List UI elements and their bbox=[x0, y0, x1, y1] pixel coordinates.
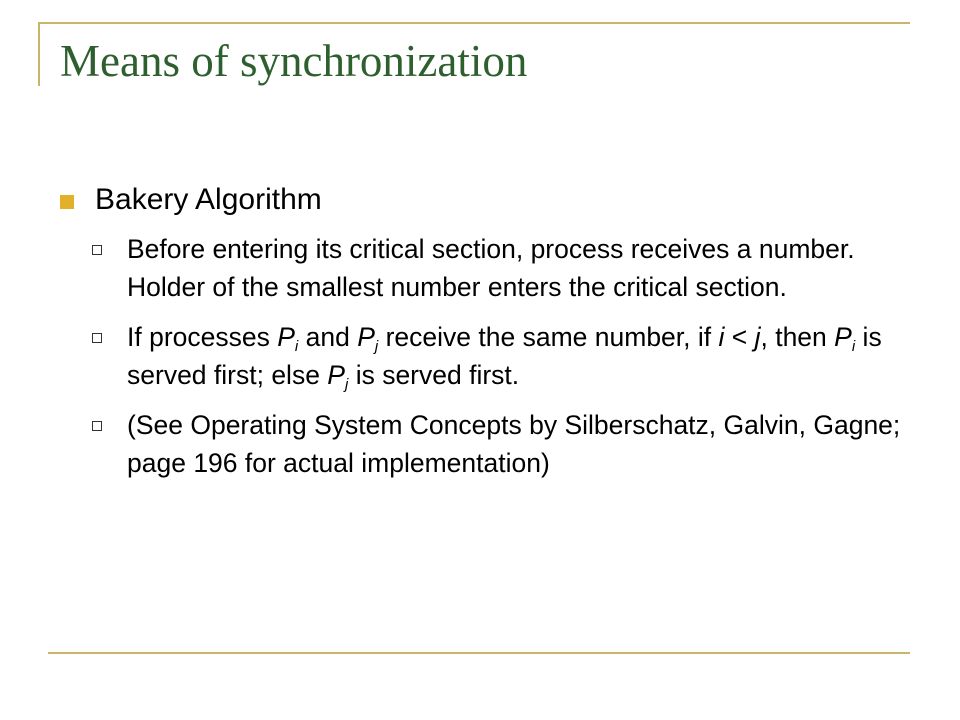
slide-title: Means of synchronization bbox=[60, 36, 528, 86]
subscript-i: i bbox=[851, 338, 856, 355]
square-bullet-icon bbox=[60, 195, 74, 209]
text-segment: receive the same number, if bbox=[378, 322, 719, 352]
left-rule bbox=[38, 22, 40, 86]
hollow-square-bullet-icon bbox=[92, 421, 102, 431]
sub-bullet-item bbox=[92, 318, 910, 394]
subscript-i: i bbox=[294, 338, 299, 355]
sub-bullet-text: Before entering its critical section, process receives a number. Holder of the smallest number enters the critical section. bbox=[127, 234, 855, 302]
sub-bullet-list bbox=[60, 230, 910, 482]
text-segment: < bbox=[724, 322, 755, 352]
sub-bullet-text: (See Operating System Concepts by Silberschatz, Galvin, Gagne; page 196 for actual implementation) bbox=[127, 410, 901, 478]
variable-p: P bbox=[834, 322, 852, 352]
bullet-label: Bakery Algorithm bbox=[95, 183, 322, 216]
text-segment: and bbox=[298, 322, 358, 352]
text-segment: If processes bbox=[127, 322, 278, 352]
text-segment: is served first; else bbox=[127, 322, 882, 390]
slide-content bbox=[60, 174, 910, 494]
variable-p: P bbox=[357, 322, 375, 352]
subscript-j: j bbox=[344, 376, 349, 393]
sub-bullet-item bbox=[92, 230, 910, 306]
sub-bullet-item bbox=[92, 406, 910, 482]
hollow-square-bullet-icon bbox=[92, 245, 102, 255]
hollow-square-bullet-icon bbox=[92, 333, 102, 343]
subscript-j: j bbox=[374, 338, 379, 355]
variable-j: j bbox=[754, 322, 761, 352]
sub-bullet-text bbox=[127, 318, 907, 394]
variable-p: P bbox=[277, 322, 295, 352]
variable-p: P bbox=[327, 360, 345, 390]
top-rule bbox=[38, 22, 910, 24]
variable-i: i bbox=[718, 322, 725, 352]
bullet-bakery-algorithm bbox=[60, 174, 910, 226]
text-segment: is served first. bbox=[348, 360, 520, 390]
text-segment: , then bbox=[760, 322, 835, 352]
bottom-rule bbox=[48, 652, 910, 654]
